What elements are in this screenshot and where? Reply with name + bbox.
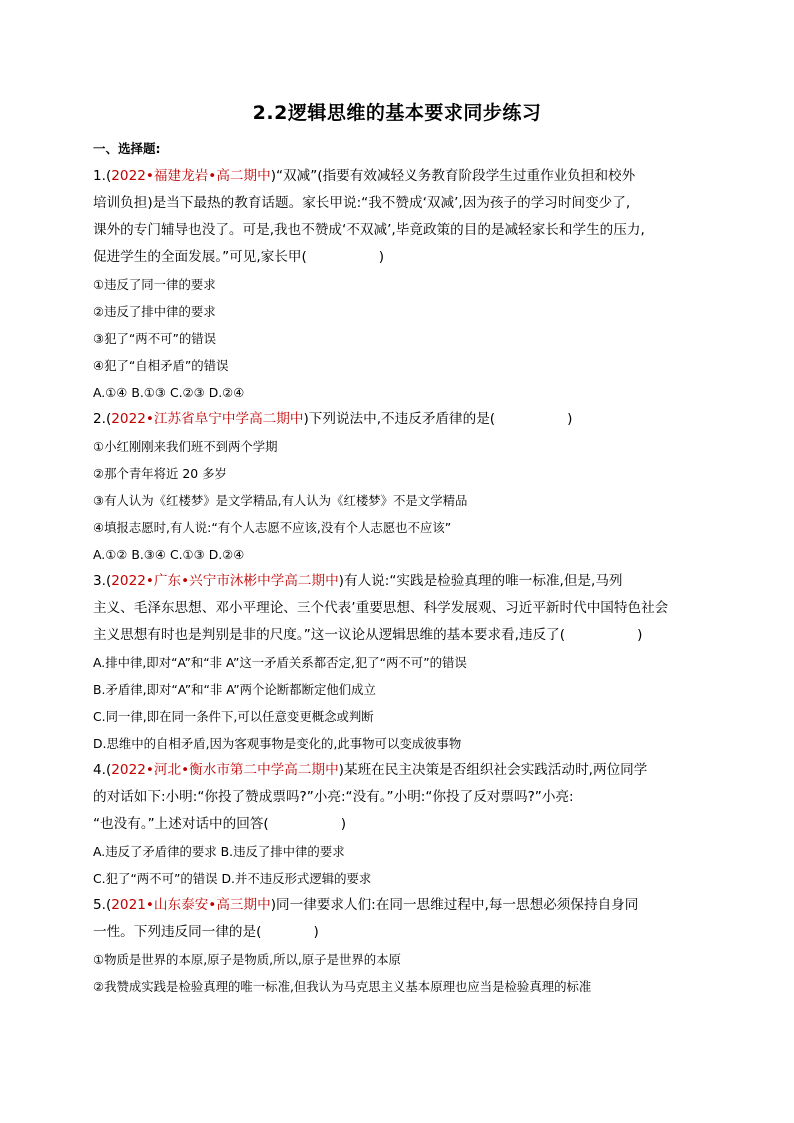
- question-3-option: D.思维中的自相矛盾,因为客观事物是变化的,此事物可以变成彼事物: [93, 736, 462, 751]
- question-text: “也没有。”上述对话中的回答(: [93, 816, 269, 832]
- question-1-options: A.①④ B.①③ C.②③ D.②④: [93, 385, 245, 400]
- question-text: 同一律要求人们:在同一思维过程中,每一思想必须保持自身同: [276, 897, 639, 913]
- section-heading: 一、选择题:: [93, 141, 161, 156]
- blank-close: ): [313, 924, 319, 940]
- source-separator: •: [145, 897, 154, 913]
- source-close: ): [338, 762, 344, 778]
- question-5: [93, 892, 711, 1000]
- question-number: 5.(: [93, 897, 112, 913]
- question-number: 4.(: [93, 762, 112, 778]
- source-school: 江苏省阜宁中学高二期中: [153, 411, 304, 427]
- question-5-item: ①物质是世界的本原,原子是物质,所以,原子是世界的本原: [93, 952, 401, 967]
- question-4-options: C.犯了“两不可”的错误 D.并不违反形式逻辑的要求: [93, 871, 372, 886]
- blank-close: ): [378, 249, 385, 265]
- blank-close: ): [340, 816, 347, 832]
- source-year: 2022: [111, 573, 146, 589]
- question-2-item: ①小红刚刚来我们班不到两个学期: [93, 439, 278, 454]
- source-close: ): [270, 168, 277, 184]
- question-4-stem-line-1: [93, 757, 711, 784]
- question-3-option: A.排中律,即对“A”和“非 A”这一矛盾关系都否定,犯了“两不可”的错误: [93, 655, 467, 670]
- question-4-options: A.违反了矛盾律的要求 B.违反了排中律的要求: [93, 844, 345, 859]
- source-close: ): [270, 897, 277, 913]
- source-separator: •: [145, 411, 154, 427]
- question-text: “双减”(指要有效减轻义务教育阶段学生过重作业负担和校外: [276, 168, 636, 184]
- question-2-item: ②那个青年将近 20 多岁: [93, 466, 227, 481]
- source-separator: •: [145, 573, 154, 589]
- question-2-item: ④填报志愿时,有人说:“有个人志愿不应该,没有个人志愿也不应该”: [93, 520, 452, 535]
- source-separator: •: [208, 897, 217, 913]
- question-2-stem-line-1: [93, 406, 711, 433]
- question-3-stem-line-3: [93, 622, 711, 649]
- question-3-stem-line-2: 主义、毛泽东思想、邓小平理论、三个代表’重要思想、科学发展观、习近平新时代中国特色社会: [93, 600, 669, 616]
- question-4-stem-line-3: [93, 811, 711, 838]
- question-4-stem-line-2: 的对话如下:小明:“你投了赞成票吗?”小亮:“没有。”小明:“你投了反对票吗?”小亮:: [93, 789, 574, 805]
- question-1-stem-line-1: [93, 163, 711, 190]
- source-exam: 高二期中: [216, 168, 271, 184]
- exercise-content: [93, 138, 711, 1000]
- source-region: 广东: [153, 573, 182, 589]
- question-1-item: ④犯了“自相矛盾”的错误: [93, 358, 229, 373]
- question-text: 有人说:“实践是检验真理的唯一标准,但是,马列: [343, 573, 623, 589]
- question-1-item: ③犯了“两不可”的错误: [93, 331, 217, 346]
- question-1-item: ②违反了排中律的要求: [93, 304, 216, 319]
- source-year: 2022: [111, 168, 146, 184]
- source-year: 2022: [111, 762, 146, 778]
- question-number: 2.(: [93, 411, 112, 427]
- question-5-stem-line-1: [93, 892, 711, 919]
- source-year: 2021: [111, 897, 146, 913]
- source-close: ): [338, 573, 344, 589]
- question-1-stem-line-3: 课外的专门辅导也没了。可是,我也不赞成‘不双减’,毕竟政策的目的是减轻家长和学生的压力,: [93, 222, 645, 238]
- question-text: 一性。下列违反同一律的是(: [93, 924, 262, 940]
- question-text: 下列说法中,不违反矛盾律的是(: [308, 411, 496, 427]
- question-number: 1.(: [93, 168, 112, 184]
- source-separator: •: [145, 168, 154, 184]
- question-2: [93, 406, 711, 568]
- question-1: [93, 163, 711, 406]
- question-5-stem-line-2: [93, 919, 711, 946]
- page-title: 2.2逻辑思维的基本要求同步练习: [252, 102, 542, 124]
- source-separator: •: [145, 762, 154, 778]
- question-3-option: B.矛盾律,即对“A”和“非 A”两个论断都断定他们成立: [93, 682, 376, 697]
- question-2-options: A.①② B.③④ C.①③ D.②④: [93, 547, 245, 562]
- source-school: 衡水市第二中学高二期中: [189, 762, 339, 778]
- source-region: 河北: [153, 762, 182, 778]
- source-separator: •: [181, 573, 190, 589]
- blank-close: ): [637, 627, 643, 643]
- source-separator: •: [208, 168, 217, 184]
- question-2-item: ③有人认为《红楼梦》是文学精品,有人认为《红楼梦》不是文学精品: [93, 493, 468, 508]
- source-region: 福建龙岩: [153, 168, 209, 184]
- source-exam: 高三期中: [216, 897, 271, 913]
- question-3-stem-line-1: [93, 568, 711, 595]
- blank-close: ): [567, 411, 573, 427]
- question-text: 主义思想有时也是判别是非的尺度。”这一议论从逻辑思维的基本要求看,违反了(: [93, 627, 566, 643]
- source-year: 2022: [111, 411, 146, 427]
- question-text: 促进学生的全面发展。”可见,家长甲(: [93, 249, 307, 265]
- question-1-item: ①违反了同一律的要求: [93, 277, 216, 292]
- question-number: 3.(: [93, 573, 112, 589]
- question-3-option: C.同一律,即在同一条件下,可以任意变更概念或判断: [93, 709, 374, 724]
- source-separator: •: [181, 762, 190, 778]
- question-5-item: ②我赞成实践是检验真理的唯一标准,但我认为马克思主义基本原理也应当是检验真理的标准: [93, 979, 592, 994]
- question-3: [93, 568, 711, 757]
- question-1-stem-line-2: 培训负担)是当下最热的教育话题。家长甲说:“我不赞成‘双减’,因为孩子的学习时间变少了,: [93, 195, 631, 211]
- source-close: ): [303, 411, 309, 427]
- question-text: 某班在民主决策是否组织社会实践活动时,两位同学: [343, 762, 648, 778]
- source-school: 兴宁市沐彬中学高二期中: [189, 573, 339, 589]
- question-1-stem-line-4: [93, 244, 711, 271]
- question-4: [93, 757, 711, 892]
- source-region: 山东泰安: [153, 897, 209, 913]
